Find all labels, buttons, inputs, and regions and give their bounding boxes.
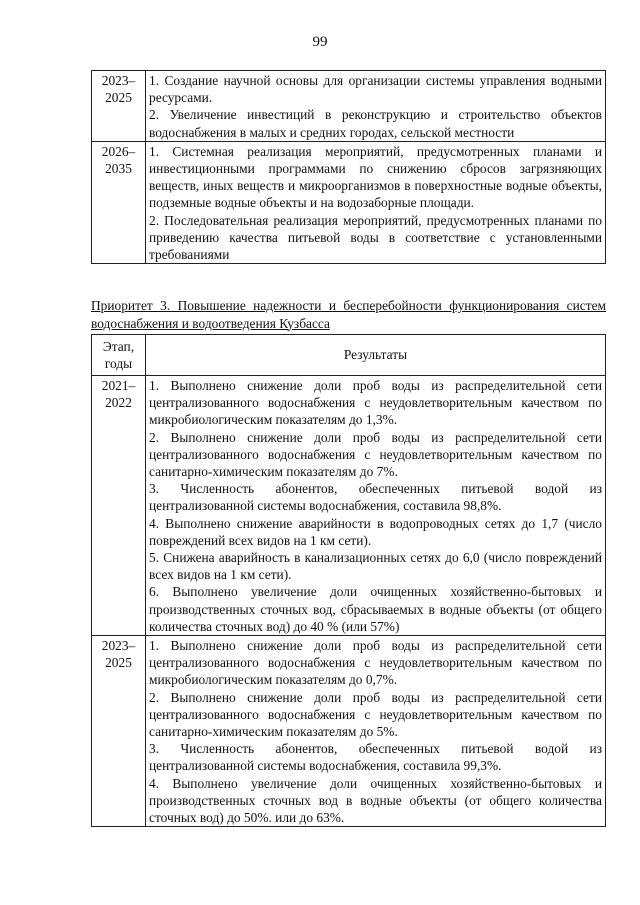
table-row bbox=[92, 376, 606, 636]
page-number: 99 bbox=[312, 34, 328, 50]
content-cell bbox=[146, 636, 606, 827]
list-item: 1. Создание научной основы для организации системы управления водными ресурсами. bbox=[149, 73, 602, 106]
results-table-body bbox=[92, 376, 606, 827]
table-row bbox=[92, 141, 606, 263]
table-row bbox=[92, 636, 606, 827]
list-item: 1. Выполнено снижение доли проб воды из распределительной сети централизованного водоснабжения с неудовлетворительным качеством по микробиологическим показателям до 0,7%. bbox=[149, 638, 602, 688]
results-table bbox=[91, 334, 606, 827]
list-item: 2. Последовательная реализация мероприятий, предусмотренных планами по приведению качества питьевой воды в соответствие с установленными требованиями bbox=[149, 212, 602, 263]
period-cell: 2023– 2025 bbox=[92, 71, 146, 142]
list-item: 3. Численность абонентов, обеспеченных питьевой водой из централизованной системы водоснабжения, составила 98,8%. bbox=[149, 481, 602, 514]
list-item: 1. Выполнено снижение доли проб воды из распределительной сети централизованного водоснабжения с неудовлетворительным качеством по микробиологическим показателям до 1,3%. bbox=[149, 378, 602, 428]
list-item: 6. Выполнено увеличение доли очищенных хозяйственно-бытовых и производственных сточных вод, сбрасываемых в водные объекты (от общего количества сточных вод) до 40 % (или 57%) bbox=[149, 584, 602, 634]
list-item: 1. Системная реализация мероприятий, предусмотренных планами и инвестиционными программами по снижению сбросов загрязняющих веществ, иных веществ и микроорганизмов в поверхностные водные объекты, подземные водные объекты и на водозаборные площади. bbox=[149, 143, 602, 211]
goals-table bbox=[91, 70, 606, 264]
goals-table-body bbox=[92, 71, 606, 264]
content-cell bbox=[146, 141, 606, 263]
list-item: 4. Выполнено увеличение доли очищенных хозяйственно-бытовых и производственных сточных вод в водные объекты (от общего количества сточных вод) до 50%. или до 63%. bbox=[149, 775, 602, 826]
list-item: 5. Снижена аварийность в канализационных сетях до 6,0 (число повреждений всех видов на 1 км сети). bbox=[149, 550, 602, 583]
period-cell: 2023– 2025 bbox=[92, 636, 146, 827]
list-item: 4. Выполнено снижение аварийности в водопроводных сетях до 1,7 (число повреждений всех видов на 1 км сети). bbox=[149, 515, 602, 548]
list-item: 3. Численность абонентов, обеспеченных питьевой водой из централизованной системы водоснабжения, составила 99,3%. bbox=[149, 741, 602, 774]
period-cell: 2021– 2022 bbox=[92, 376, 146, 636]
results-table-header-row bbox=[92, 335, 606, 376]
list-item: 2. Увеличение инвестиций в реконструкцию и строительство объектов водоснабжения в малых и средних городах, сельской местности bbox=[149, 107, 602, 140]
period-cell: 2026– 2035 bbox=[92, 141, 146, 263]
table-row bbox=[92, 71, 606, 142]
list-item: 2. Выполнено снижение доли проб воды из распределительной сети централизованного водоснабжения с неудовлетворительным качеством по санитарно-химическим показателям до 5%. bbox=[149, 689, 602, 740]
priority-heading: Приоритет 3. Повышение надежности и бесперебойности функционирования систем водоснабжения и водоотведения Кузбасса bbox=[91, 298, 606, 331]
content-cell bbox=[146, 376, 606, 636]
list-item: 2. Выполнено снижение доли проб воды из распределительной сети централизованного водоснабжения с неудовлетворительным качеством по санитарно-химическим показателям до 7%. bbox=[149, 429, 602, 480]
content-cell bbox=[146, 71, 606, 142]
header-results: Результаты bbox=[146, 335, 606, 376]
header-period: Этап, годы bbox=[92, 335, 146, 376]
